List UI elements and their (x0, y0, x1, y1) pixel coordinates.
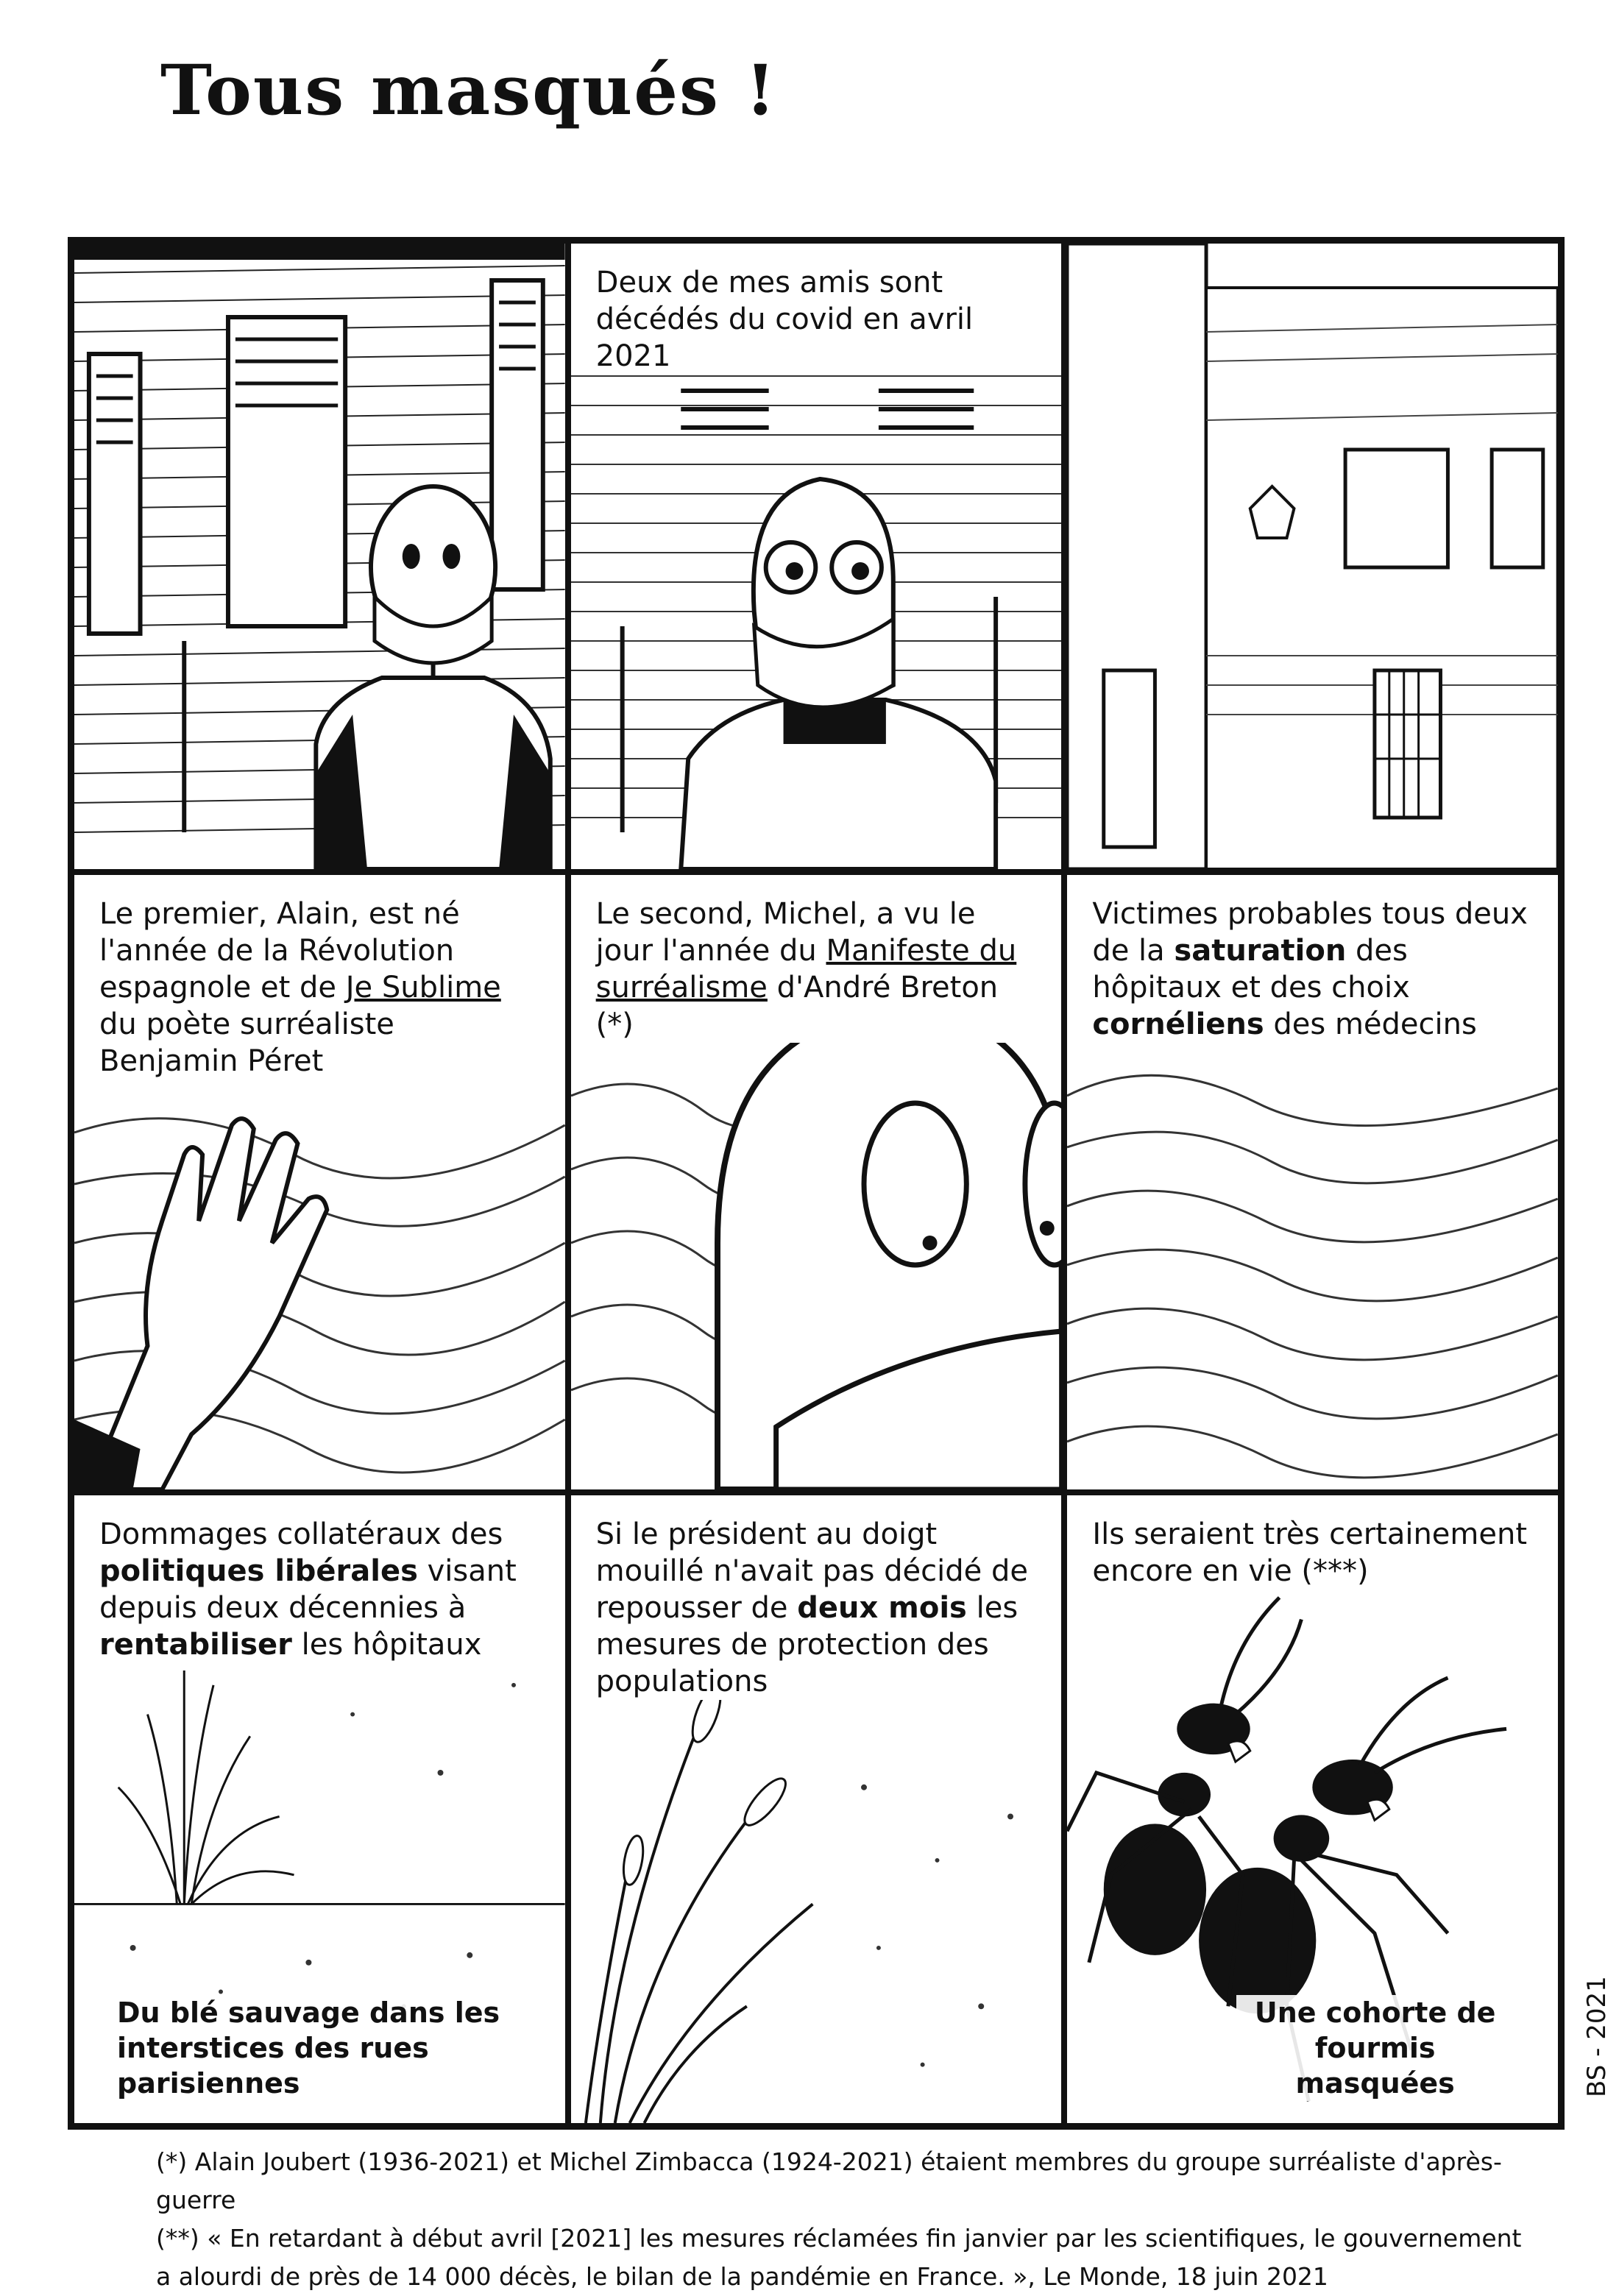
footnotes (156, 2143, 1540, 2296)
label-panel-9: Une cohorte de fourmis masquées (1236, 1995, 1514, 2101)
caption-panel-2: Deux de mes amis sont décédés du covid en avril 2021 (596, 264, 1037, 375)
caption-panel-4: Le premier, Alain, est né l'année de la Révolution espagnole et de Je Sublime du poète surréaliste Benjamin Péret (99, 896, 540, 1080)
panel-3 (1067, 244, 1558, 869)
caption-panel-9: Ils seraient très certainement encore en vie (***) (1092, 1516, 1533, 1590)
caption-panel-6: Victimes probables tous deux de la saturation des hôpitaux et des choix cornéliens des médecins (1092, 896, 1533, 1043)
footnote-2: (**) « En retardant à début avril [2021] les mesures réclamées fin janvier par les scientifiques, le gouvernement a alourdi de près de 14 000 décès, le bilan de la pandémie en France. », Le Monde, 18 juin 2021 (156, 2224, 1522, 2291)
caption-panel-8: Si le président au doigt mouillé n'avait pas décidé de repousser de deux mois les mesures de protection des populations (596, 1516, 1037, 1700)
panel-7 (74, 1495, 565, 2123)
panel-4 (74, 875, 565, 1489)
panel-5 (571, 875, 1062, 1489)
artist-signature: BS - 2021 (1582, 1976, 1612, 2097)
label-panel-7: Du blé sauvage dans les interstices des rues parisiennes (117, 1995, 548, 2101)
comic-grid (68, 237, 1565, 2130)
page-title: Tous masqués ! (160, 50, 777, 131)
panel-2 (571, 244, 1062, 869)
building-corner-illustration (1067, 244, 1558, 869)
panel-6 (1067, 875, 1558, 1489)
panel-1 (74, 244, 565, 869)
panel-8 (571, 1495, 1062, 2123)
panel-9 (1067, 1495, 1558, 2123)
building-figure-illustration (74, 244, 565, 869)
caption-panel-7: Dommages collatéraux des politiques libérales visant depuis deux décennies à rentabiliser les hôpitaux (99, 1516, 540, 1663)
caption-panel-5: Le second, Michel, a vu le jour l'année du Manifeste du surréalisme d'André Breton (*) (596, 896, 1037, 1043)
footnote-1: (*) Alain Joubert (1936-2021) et Michel Zimbacca (1924-2021) étaient membres du groupe surréaliste d'après-guerre (156, 2147, 1502, 2214)
